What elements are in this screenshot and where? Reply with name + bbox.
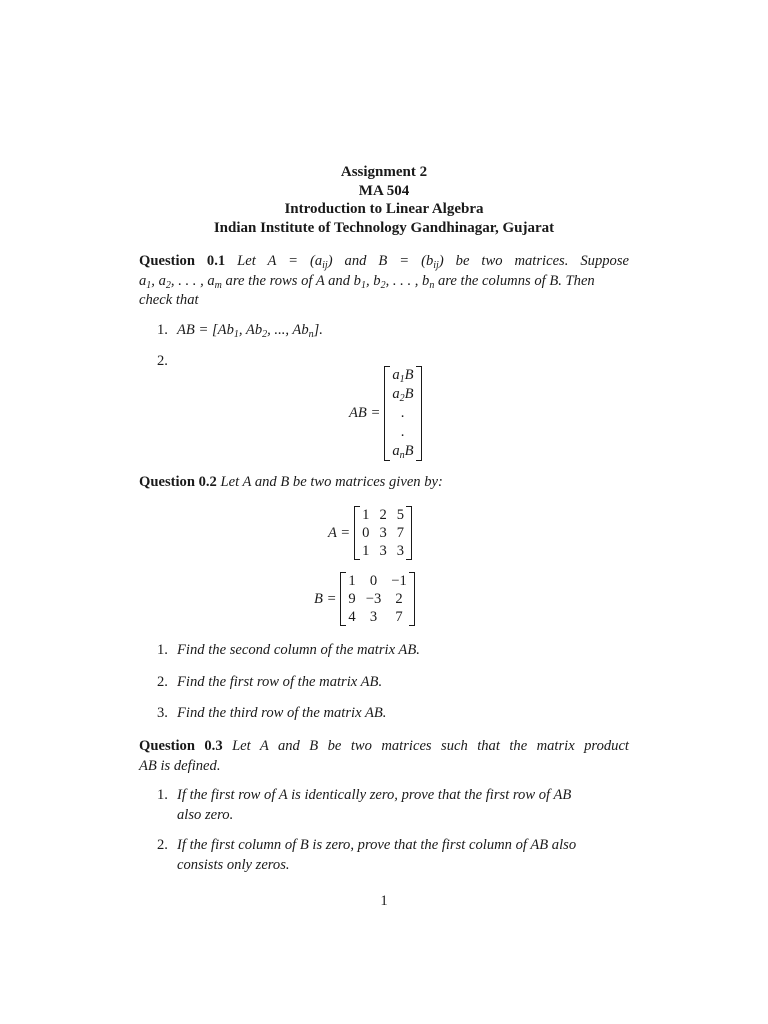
matrix-a-cell: 2 (379, 507, 387, 523)
question-2-text: Question 0.2 Let A and B be two matrices given by: (139, 474, 443, 490)
matrix-b-cell: 3 (369, 609, 378, 625)
question-2-item-3: 3. Find the third row of the matrix AB. (157, 705, 387, 721)
matrix-ab-cell: . (401, 405, 405, 421)
matrix-b-cell: 2 (395, 591, 403, 607)
matrix-a (328, 506, 412, 560)
matrix-ab-row (390, 385, 415, 404)
matrix-ab-row (390, 404, 415, 423)
question-1-label: Question 0.1 (139, 253, 226, 269)
matrix-a-cell: 7 (396, 525, 405, 541)
matrix-a-row (360, 524, 406, 542)
matrix-b-cell: 4 (348, 609, 356, 625)
matrix-b-lhs: B = (314, 590, 337, 607)
matrix-b-row (346, 590, 408, 608)
question-1-line-1: Question 0.1 Let $A = (a_{ij})$ and $B = (b_{ij})$ be two matrices. Suppose (139, 253, 629, 271)
matrix-ab-row (390, 442, 415, 461)
matrix-bracket (384, 366, 421, 461)
matrix-a-cell: 3 (396, 543, 405, 559)
question-3-text (139, 737, 629, 776)
matrix-ab-row (390, 366, 415, 385)
institute-name: Indian Institute of Technology Gandhinagar, Gujarat (213, 219, 555, 236)
matrix-ab-row (390, 423, 415, 442)
matrix-b-cell: 7 (395, 609, 403, 625)
question-3-item-1: 1. If the first row of A is identically zero, prove that the first row of AB also zero. (157, 787, 572, 823)
question-3-item-2: 2. If the first column of B is zero, prove that the first column of AB also consists only zeros. (157, 837, 577, 873)
question-3-line-2: AB is defined. (139, 757, 221, 774)
question-2-item-1: 1. Find the second column of the matrix AB. (157, 642, 420, 658)
matrix-b-table (346, 572, 408, 626)
matrix-ab-cell: . (401, 424, 405, 440)
question-1-text (139, 252, 629, 311)
question-3-label: Question 0.3 (139, 738, 223, 754)
matrix-ab-cell: $a_2B$ (392, 386, 414, 404)
matrix-ab-table (390, 366, 415, 461)
matrix-b-cell: 0 (369, 573, 378, 589)
matrix-b-cell: 9 (348, 591, 356, 607)
page-number: 1 (380, 893, 388, 909)
matrix-a-cell: 0 (362, 525, 370, 541)
matrix-a-cell: 3 (379, 525, 387, 541)
matrix-b-bracket (340, 572, 414, 626)
matrix-b-cell: −1 (391, 573, 407, 589)
question-1-line-3: check that (139, 292, 199, 308)
course-code: MA 504 (358, 182, 410, 199)
question-2-item-2: 2. Find the first row of the matrix AB. (157, 674, 383, 690)
matrix-ab-cell: $a_nB$ (392, 443, 414, 461)
matrix-a-cell: 1 (362, 543, 370, 559)
item-number: 2. (157, 353, 168, 369)
matrix-b-cell: −3 (365, 591, 382, 607)
course-name: Introduction to Linear Algebra (284, 201, 484, 217)
matrix-a-bracket (354, 506, 412, 560)
document-header (0, 163, 768, 237)
matrix-b-row (346, 572, 408, 590)
matrix-a-lhs: A = (328, 524, 351, 541)
matrix-a-cell: 5 (396, 507, 405, 523)
question-1-item-1: 1. AB = [$Ab_1$, $Ab_2$, ..., $Ab_n$]. (157, 322, 323, 340)
matrix-b-cell: 1 (348, 573, 356, 589)
matrix-a-table (360, 506, 406, 560)
question-2-label: Question 0.2 (139, 474, 217, 490)
matrix-lhs: AB = (349, 405, 381, 421)
matrix-b (314, 572, 415, 626)
matrix-ab-rows (349, 366, 422, 461)
matrix-a-row (360, 506, 406, 524)
item-number: 1. (157, 322, 168, 338)
matrix-a-cell: 1 (362, 507, 370, 523)
matrix-ab-cell: $a_1B$ (392, 367, 414, 385)
matrix-a-row (360, 542, 406, 560)
matrix-a-cell: 3 (379, 543, 387, 559)
question-3-line-1: Question 0.3 Let A and B be two matrices such that the matrix product (139, 738, 629, 754)
matrix-b-row (346, 608, 408, 626)
assignment-title: Assignment 2 (340, 164, 428, 180)
question-1-line-2: $a_1$, $a_2$, . . . , $a_m$ are the rows of A and $b_1$, $b_2$, . . . , $b_n$ are the columns of B. Then (139, 272, 595, 291)
